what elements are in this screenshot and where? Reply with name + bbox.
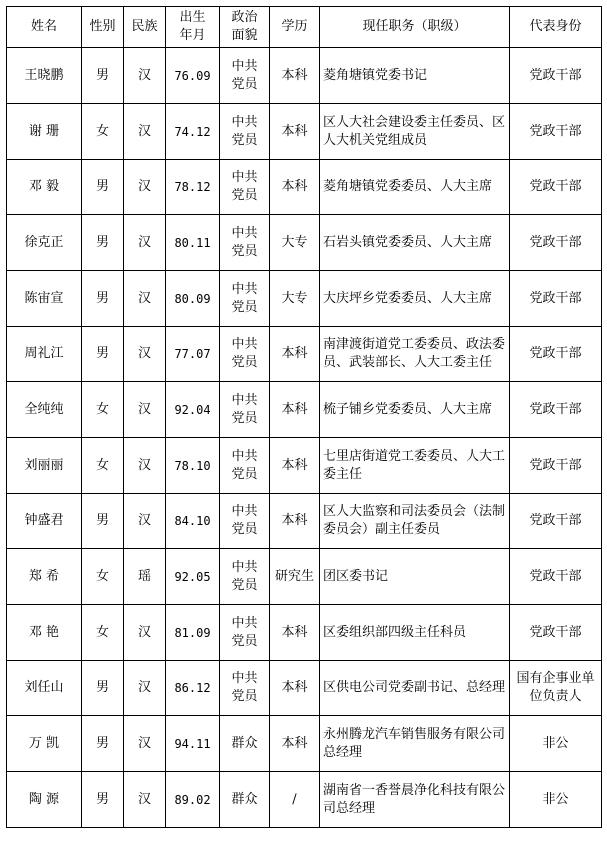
cell-name: 刘丽丽 — [7, 438, 82, 494]
cell-identity: 党政干部 — [510, 327, 602, 382]
cell-name: 万 凯 — [7, 716, 82, 772]
cell-education: 本科 — [270, 605, 320, 661]
cell-position: 区人大监察和司法委员会（法制委员会）副主任委员 — [320, 494, 510, 549]
cell-birth: 92.04 — [166, 382, 220, 438]
table-row — [7, 494, 602, 549]
cell-position: 梳子铺乡党委委员、人大主席 — [320, 382, 510, 438]
cell-gender: 女 — [82, 104, 124, 160]
cell-education: 本科 — [270, 327, 320, 382]
table-row — [7, 327, 602, 382]
cell-political: 中共党员 — [220, 104, 270, 160]
cell-ethnicity: 汉 — [124, 104, 166, 160]
header-row — [7, 7, 602, 48]
cell-ethnicity: 汉 — [124, 661, 166, 716]
cell-gender: 男 — [82, 160, 124, 215]
header-position: 现任职务（职级） — [320, 7, 510, 48]
table-row — [7, 438, 602, 494]
cell-ethnicity: 汉 — [124, 271, 166, 327]
cell-name: 谢 珊 — [7, 104, 82, 160]
cell-political: 群众 — [220, 716, 270, 772]
header-gender: 性别 — [82, 7, 124, 48]
table-row — [7, 716, 602, 772]
cell-birth: 80.11 — [166, 215, 220, 271]
cell-education: 本科 — [270, 661, 320, 716]
table-row — [7, 549, 602, 605]
header-ethnicity: 民族 — [124, 7, 166, 48]
table-row — [7, 48, 602, 104]
cell-name: 郑 希 — [7, 549, 82, 605]
cell-name: 陈宙宣 — [7, 271, 82, 327]
cell-education: 本科 — [270, 494, 320, 549]
cell-identity: 党政干部 — [510, 271, 602, 327]
header-education: 学历 — [270, 7, 320, 48]
cell-gender: 女 — [82, 605, 124, 661]
cell-birth: 89.02 — [166, 772, 220, 828]
cell-political: 中共党员 — [220, 661, 270, 716]
cell-ethnicity: 汉 — [124, 48, 166, 104]
cell-name: 徐克正 — [7, 215, 82, 271]
cell-identity: 非公 — [510, 716, 602, 772]
cell-identity: 党政干部 — [510, 605, 602, 661]
cell-ethnicity: 汉 — [124, 382, 166, 438]
header-political: 政治面貌 — [220, 7, 270, 48]
cell-gender: 男 — [82, 661, 124, 716]
table-row — [7, 661, 602, 716]
cell-birth: 94.11 — [166, 716, 220, 772]
cell-education: 本科 — [270, 160, 320, 215]
cell-education: / — [270, 772, 320, 828]
cell-education: 大专 — [270, 271, 320, 327]
cell-identity: 党政干部 — [510, 494, 602, 549]
cell-position: 湖南省一香誉晨净化科技有限公司总经理 — [320, 772, 510, 828]
cell-ethnicity: 汉 — [124, 605, 166, 661]
cell-birth: 76.09 — [166, 48, 220, 104]
cell-gender: 男 — [82, 327, 124, 382]
cell-ethnicity: 汉 — [124, 772, 166, 828]
cell-political: 中共党员 — [220, 438, 270, 494]
cell-identity: 党政干部 — [510, 382, 602, 438]
cell-name: 邓 艳 — [7, 605, 82, 661]
cell-birth: 92.05 — [166, 549, 220, 605]
cell-name: 邓 毅 — [7, 160, 82, 215]
cell-political: 中共党员 — [220, 327, 270, 382]
table-row — [7, 382, 602, 438]
cell-political: 群众 — [220, 772, 270, 828]
cell-education: 本科 — [270, 716, 320, 772]
table-row — [7, 160, 602, 215]
cell-ethnicity: 汉 — [124, 215, 166, 271]
header-identity: 代表身份 — [510, 7, 602, 48]
cell-position: 七里店街道党工委委员、人大工委主任 — [320, 438, 510, 494]
cell-gender: 男 — [82, 494, 124, 549]
cell-birth: 78.10 — [166, 438, 220, 494]
cell-political: 中共党员 — [220, 271, 270, 327]
cell-gender: 女 — [82, 438, 124, 494]
cell-identity: 党政干部 — [510, 104, 602, 160]
cell-ethnicity: 瑶 — [124, 549, 166, 605]
cell-name: 陶 源 — [7, 772, 82, 828]
cell-birth: 80.09 — [166, 271, 220, 327]
cell-identity: 党政干部 — [510, 549, 602, 605]
cell-name: 周礼江 — [7, 327, 82, 382]
cell-ethnicity: 汉 — [124, 160, 166, 215]
cell-identity: 党政干部 — [510, 215, 602, 271]
cell-name: 全纯纯 — [7, 382, 82, 438]
table-row — [7, 215, 602, 271]
cell-gender: 男 — [82, 772, 124, 828]
cell-name: 钟盛君 — [7, 494, 82, 549]
cell-education: 本科 — [270, 104, 320, 160]
cell-birth: 84.10 — [166, 494, 220, 549]
cell-education: 本科 — [270, 438, 320, 494]
cell-birth: 74.12 — [166, 104, 220, 160]
cell-ethnicity: 汉 — [124, 327, 166, 382]
cell-position: 永州腾龙汽车销售服务有限公司总经理 — [320, 716, 510, 772]
representatives-table — [6, 6, 602, 828]
cell-position: 大庆坪乡党委委员、人大主席 — [320, 271, 510, 327]
cell-education: 本科 — [270, 48, 320, 104]
cell-political: 中共党员 — [220, 549, 270, 605]
table-row — [7, 605, 602, 661]
table-row — [7, 271, 602, 327]
cell-position: 南津渡街道党工委委员、政法委员、武装部长、人大工委主任 — [320, 327, 510, 382]
cell-education: 本科 — [270, 382, 320, 438]
cell-identity: 非公 — [510, 772, 602, 828]
cell-gender: 男 — [82, 271, 124, 327]
cell-position: 菱角塘镇党委书记 — [320, 48, 510, 104]
cell-political: 中共党员 — [220, 605, 270, 661]
cell-name: 王晓鹏 — [7, 48, 82, 104]
cell-ethnicity: 汉 — [124, 494, 166, 549]
cell-identity: 党政干部 — [510, 48, 602, 104]
cell-political: 中共党员 — [220, 48, 270, 104]
cell-identity: 党政干部 — [510, 160, 602, 215]
header-birth: 出生年月 — [166, 7, 220, 48]
cell-birth: 81.09 — [166, 605, 220, 661]
cell-education: 大专 — [270, 215, 320, 271]
cell-gender: 男 — [82, 215, 124, 271]
cell-position: 区委组织部四级主任科员 — [320, 605, 510, 661]
cell-gender: 男 — [82, 716, 124, 772]
table-row — [7, 104, 602, 160]
cell-ethnicity: 汉 — [124, 438, 166, 494]
cell-political: 中共党员 — [220, 160, 270, 215]
cell-position: 区人大社会建设委主任委员、区人大机关党组成员 — [320, 104, 510, 160]
cell-political: 中共党员 — [220, 382, 270, 438]
cell-position: 团区委书记 — [320, 549, 510, 605]
cell-position: 菱角塘镇党委委员、人大主席 — [320, 160, 510, 215]
cell-gender: 女 — [82, 549, 124, 605]
cell-birth: 77.07 — [166, 327, 220, 382]
cell-position: 石岩头镇党委委员、人大主席 — [320, 215, 510, 271]
cell-political: 中共党员 — [220, 215, 270, 271]
cell-identity: 党政干部 — [510, 438, 602, 494]
cell-identity: 国有企事业单位负责人 — [510, 661, 602, 716]
cell-gender: 女 — [82, 382, 124, 438]
cell-gender: 男 — [82, 48, 124, 104]
table-row — [7, 772, 602, 828]
cell-ethnicity: 汉 — [124, 716, 166, 772]
cell-education: 研究生 — [270, 549, 320, 605]
cell-position: 区供电公司党委副书记、总经理 — [320, 661, 510, 716]
cell-name: 刘任山 — [7, 661, 82, 716]
cell-birth: 78.12 — [166, 160, 220, 215]
cell-birth: 86.12 — [166, 661, 220, 716]
cell-political: 中共党员 — [220, 494, 270, 549]
header-name: 姓名 — [7, 7, 82, 48]
